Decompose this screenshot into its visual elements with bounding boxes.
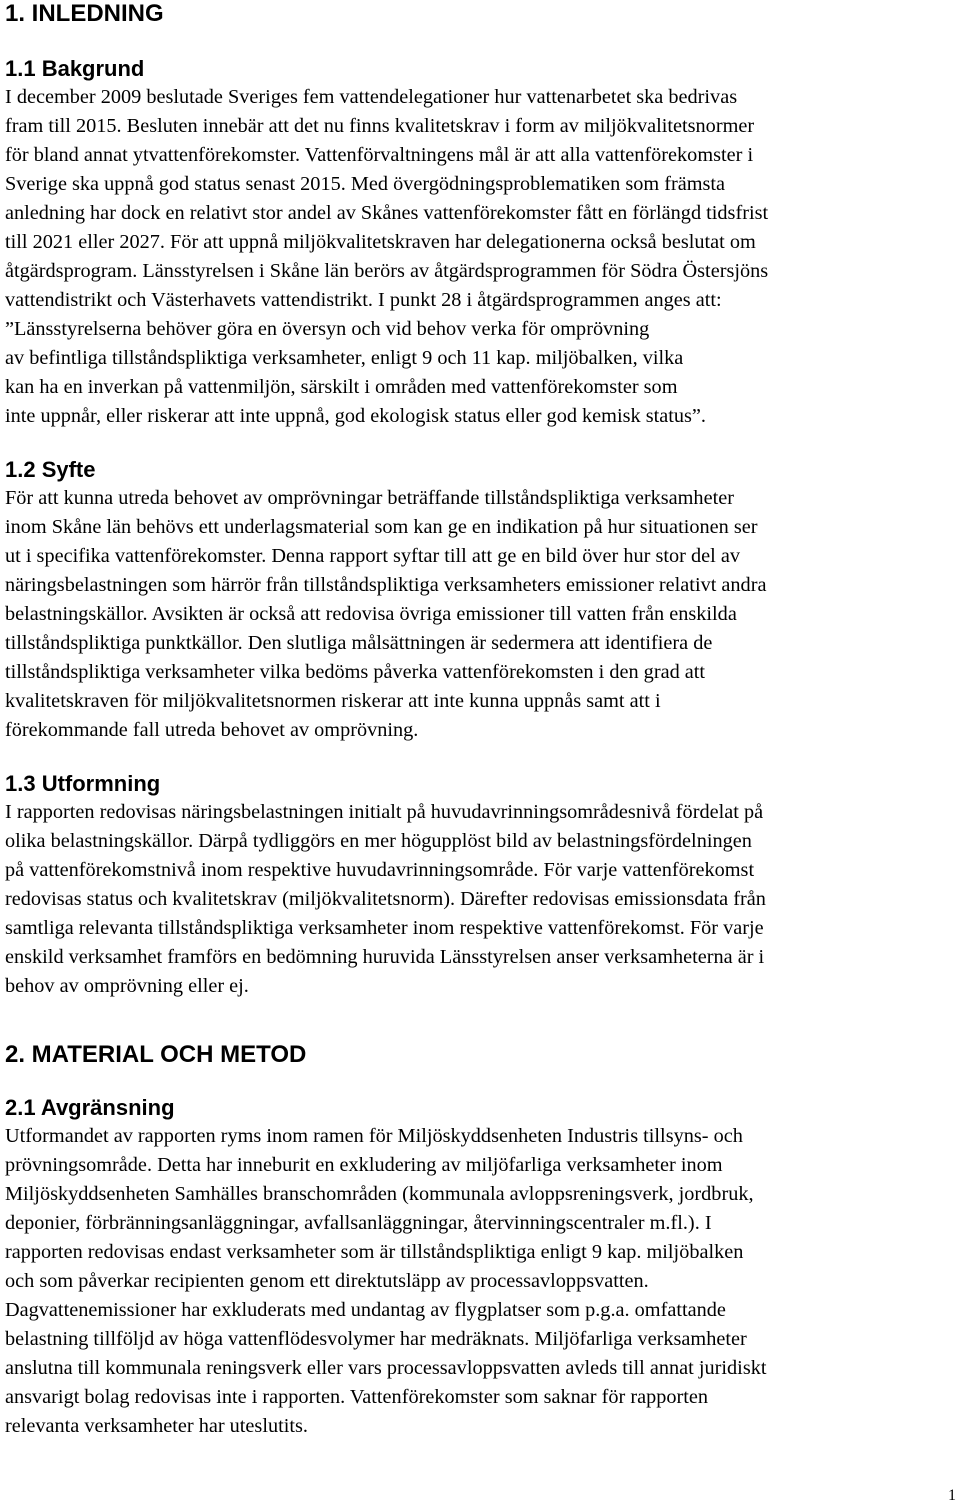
subsection-heading-bakgrund: 1.1 Bakgrund [5, 56, 145, 81]
text-line: fram till 2015. Besluten innebär att det nu finns kvalitetskrav i form av miljökvalitetsnormer [5, 115, 755, 137]
quote-line: inte uppnår, eller riskerar att inte uppnå, god ekologisk status eller god kemisk status”. [5, 405, 706, 427]
subsection-heading-avgransning: 2.1 Avgränsning [5, 1095, 175, 1120]
text-line: Miljöskyddsenheten Samhälles branschområden (kommunala avloppsreningsverk, jordbruk, [5, 1183, 754, 1205]
text-line: samtliga relevanta tillståndspliktiga verksamheter inom respektive vattenförekomst. För varje [5, 917, 764, 939]
text-line: redovisas status och kvalitetskrav (miljökvalitetsnorm). Därefter redovisas emissionsdata från [5, 888, 766, 910]
text-line: Utformandet av rapporten ryms inom ramen för Miljöskyddsenheten Industris tillsyns- och [5, 1125, 743, 1147]
paragraph-syfte [5, 484, 955, 745]
text-line: för bland annat ytvattenförekomster. Vattenförvaltningens mål är att alla vattenförekomster i [5, 144, 754, 166]
text-line: på vattenförekomstnivå inom respektive huvudavrinningsområde. För varje vattenförekomst [5, 859, 755, 881]
text-line: kvalitetskraven för miljökvalitetsnormen riskerar att inte kunna uppnås samt att i [5, 690, 661, 712]
text-line: till 2021 eller 2027. För att uppnå miljökvalitetskraven har delegationerna också beslutat om [5, 231, 756, 253]
text-line: anledning har dock en relativt stor andel av Skånes vattenförekomster fått en förlängd tidsfrist [5, 202, 769, 224]
text-line: I december 2009 beslutade Sveriges fem vattendelegationer hur vattenarbetet ska bedrivas [5, 86, 738, 108]
text-line: förekommande fall utreda behovet av omprövning. [5, 719, 419, 741]
text-line: För att kunna utreda behovet av omprövningar beträffande tillståndspliktiga verksamheter [5, 487, 734, 509]
text-line: anslutna till kommunala reningsverk eller vars processavloppsvatten avleds till annat juridiskt [5, 1357, 767, 1379]
page-number: 1 [948, 1487, 956, 1504]
text-line: och som påverkar recipienten genom ett direktutsläpp av processavloppsvatten. [5, 1270, 649, 1292]
text-line: åtgärdsprogram. Länsstyrelsen i Skåne län berörs av åtgärdsprogrammen för Södra Östersjöns [5, 260, 769, 282]
text-line: inom Skåne län behövs ett underlagsmaterial som kan ge en indikation på hur situationen ser [5, 516, 758, 538]
section-heading-material-och-metod: 2. MATERIAL OCH METOD [5, 1041, 307, 1068]
text-line: prövningsområde. Detta har inneburit en exkludering av miljöfarliga verksamheter inom [5, 1154, 723, 1176]
text-line: ansvarigt bolag redovisas inte i rapporten. Vattenförekomster som saknar för rapporten [5, 1386, 709, 1408]
quote-line: ”Länsstyrelserna behöver göra en översyn och vid behov verka för omprövning [5, 318, 650, 340]
text-line: I rapporten redovisas näringsbelastningen initialt på huvudavrinningsområdesnivå fördelat på [5, 801, 764, 823]
text-line: rapporten redovisas endast verksamheter som är tillståndspliktiga enligt 9 kap. miljöbalken [5, 1241, 744, 1263]
text-line: vattendistrikt och Västerhavets vattendistrikt. I punkt 28 i åtgärdsprogrammen anges att: [5, 289, 722, 311]
section-heading-inledning: 1. INLEDNING [5, 0, 164, 27]
text-line: enskild verksamhet framförs en bedömning huruvida Länsstyrelsen anser verksamheterna är i [5, 946, 765, 968]
text-line: Dagvattenemissioner har exkluderats med undantag av flygplatser som p.g.a. omfattande [5, 1299, 726, 1321]
text-line: belastning tillföljd av höga vattenflödesvolymer har medräknats. Miljöfarliga verksamheter [5, 1328, 747, 1350]
paragraph-avgransning [5, 1122, 955, 1441]
text-line: deponier, förbränningsanläggningar, avfallsanläggningar, återvinningscentraler m.fl.). I [5, 1212, 712, 1234]
text-line: näringsbelastningen som härrör från tillståndspliktiga verksamheters emissioner relativt andra [5, 574, 767, 596]
document-page [5, 0, 955, 1441]
text-line: tillståndspliktiga verksamheter vilka bedöms påverka vattenförekomsten i den grad att [5, 661, 706, 683]
subsection-heading-utformning: 1.3 Utformning [5, 771, 161, 796]
text-line: ut i specifika vattenförekomster. Denna rapport syftar till att ge en bild över hur stor del av [5, 545, 740, 567]
subsection-heading-syfte: 1.2 Syfte [5, 457, 96, 482]
text-line: belastningskällor. Avsikten är också att redovisa övriga emissioner till vatten från enskilda [5, 603, 737, 625]
text-line: behov av omprövning eller ej. [5, 975, 249, 997]
text-line: tillståndspliktiga punktkällor. Den slutliga målsättningen är sedermera att identifiera de [5, 632, 713, 654]
paragraph-utformning [5, 798, 955, 1001]
quote-line: av befintliga tillståndspliktiga verksamheter, enligt 9 och 11 kap. miljöbalken, vilka [5, 347, 684, 369]
text-line: Sverige ska uppnå god status senast 2015. Med övergödningsproblematiken som främsta [5, 173, 726, 195]
text-line: relevanta verksamheter har uteslutits. [5, 1415, 308, 1437]
text-line: olika belastningskällor. Därpå tydliggörs en mer högupplöst bild av belastningsfördelningen [5, 830, 752, 852]
quote-line: kan ha en inverkan på vattenmiljön, särskilt i områden med vattenförekomster som [5, 376, 678, 398]
paragraph-bakgrund [5, 83, 955, 431]
